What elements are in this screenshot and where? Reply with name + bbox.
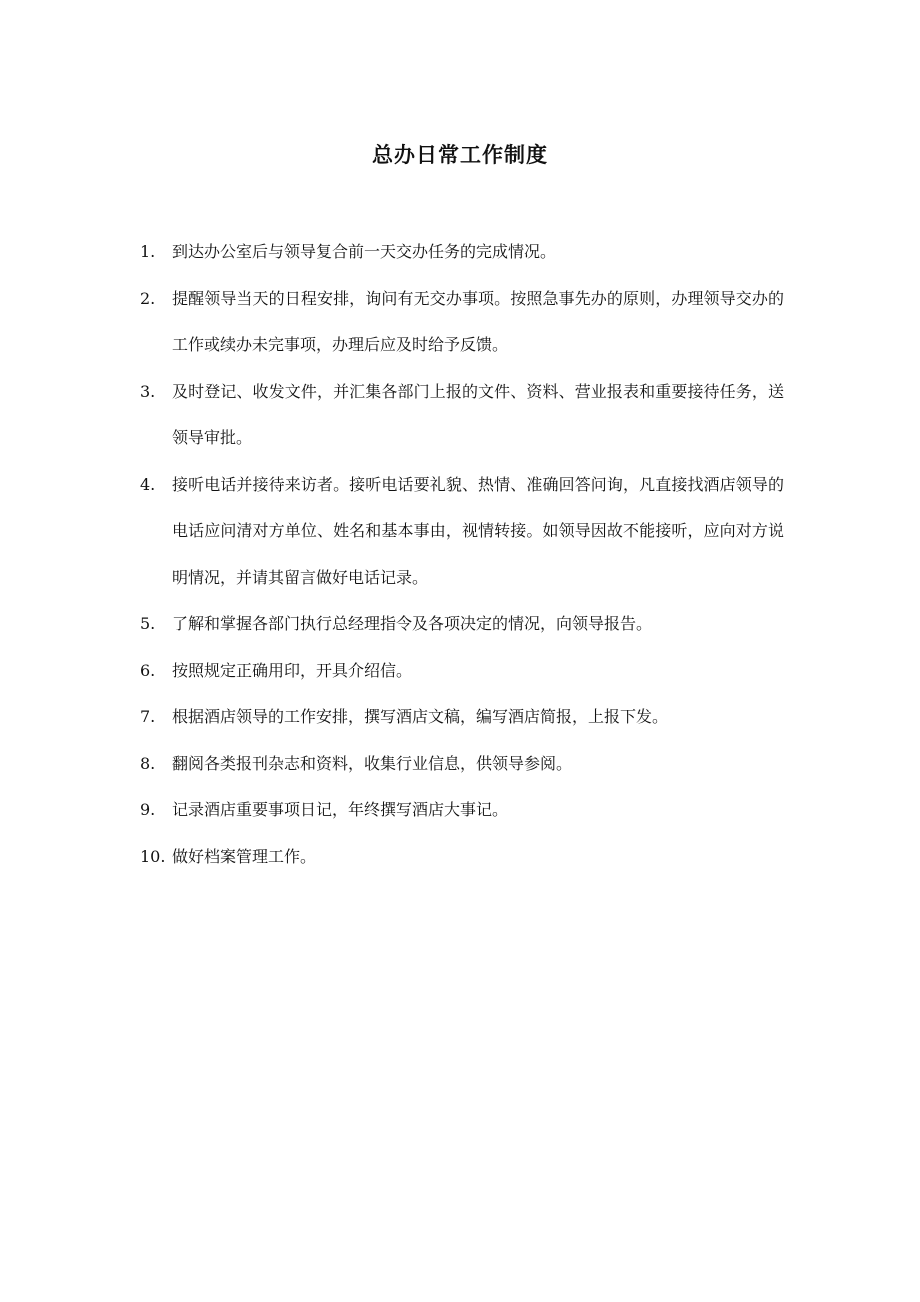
item-number: 1. — [140, 242, 156, 261]
list-item — [0, 369, 920, 462]
item-text: 了解和掌握各部门执行总经理指令及各项决定的情况，向领导报告。 — [172, 614, 653, 633]
list-item — [0, 276, 920, 369]
list-item — [0, 229, 920, 276]
item-number: 6. — [140, 660, 156, 680]
item-text: 做好档案管理工作。 — [172, 846, 317, 866]
item-text: 记录酒店重要事项日记，年终撰写酒店大事记。 — [172, 800, 509, 819]
item-text: 翻阅各类报刊杂志和资料，收集行业信息，供领导参阅。 — [172, 753, 573, 773]
item-number: 10. — [140, 846, 166, 866]
list-item — [0, 741, 920, 788]
item-text: 接听电话并接待来访者。接听电话要礼貌、热情、准确回答问询，凡直接找酒店领导的电话应问清对方单位、姓名和基本事由，视情转接。如领导因故不能接听，应向对方说明情况，并请其留言做好电话记录。 — [172, 474, 784, 587]
item-text: 按照规定正确用印，开具介绍信。 — [172, 660, 413, 680]
item-text: 及时登记、收发文件，并汇集各部门上报的文件、资料、营业报表和重要接待任务，送领导审批。 — [172, 381, 784, 447]
list-item — [0, 787, 920, 834]
list-item — [0, 601, 920, 648]
item-text: 根据酒店领导的工作安排，撰写酒店文稿，编写酒店简报，上报下发。 — [172, 707, 669, 726]
item-number: 9. — [140, 800, 156, 819]
rules-list — [0, 229, 920, 880]
item-text: 到达办公室后与领导复合前一天交办任务的完成情况。 — [172, 242, 557, 261]
item-number: 4. — [140, 474, 156, 494]
item-number: 8. — [140, 753, 156, 773]
item-text: 提醒领导当天的日程安排，询问有无交办事项。按照急事先办的原则，办理领导交办的工作或续办未完事项，办理后应及时给予反馈。 — [172, 288, 784, 354]
item-number: 3. — [140, 381, 156, 401]
list-item — [0, 834, 920, 881]
list-item — [0, 694, 920, 741]
page-title: 总办日常工作制度 — [372, 143, 548, 167]
item-number: 7. — [140, 707, 156, 726]
item-number: 2. — [140, 288, 156, 308]
item-number: 5. — [140, 614, 156, 633]
list-item — [0, 648, 920, 695]
list-item — [0, 462, 920, 602]
